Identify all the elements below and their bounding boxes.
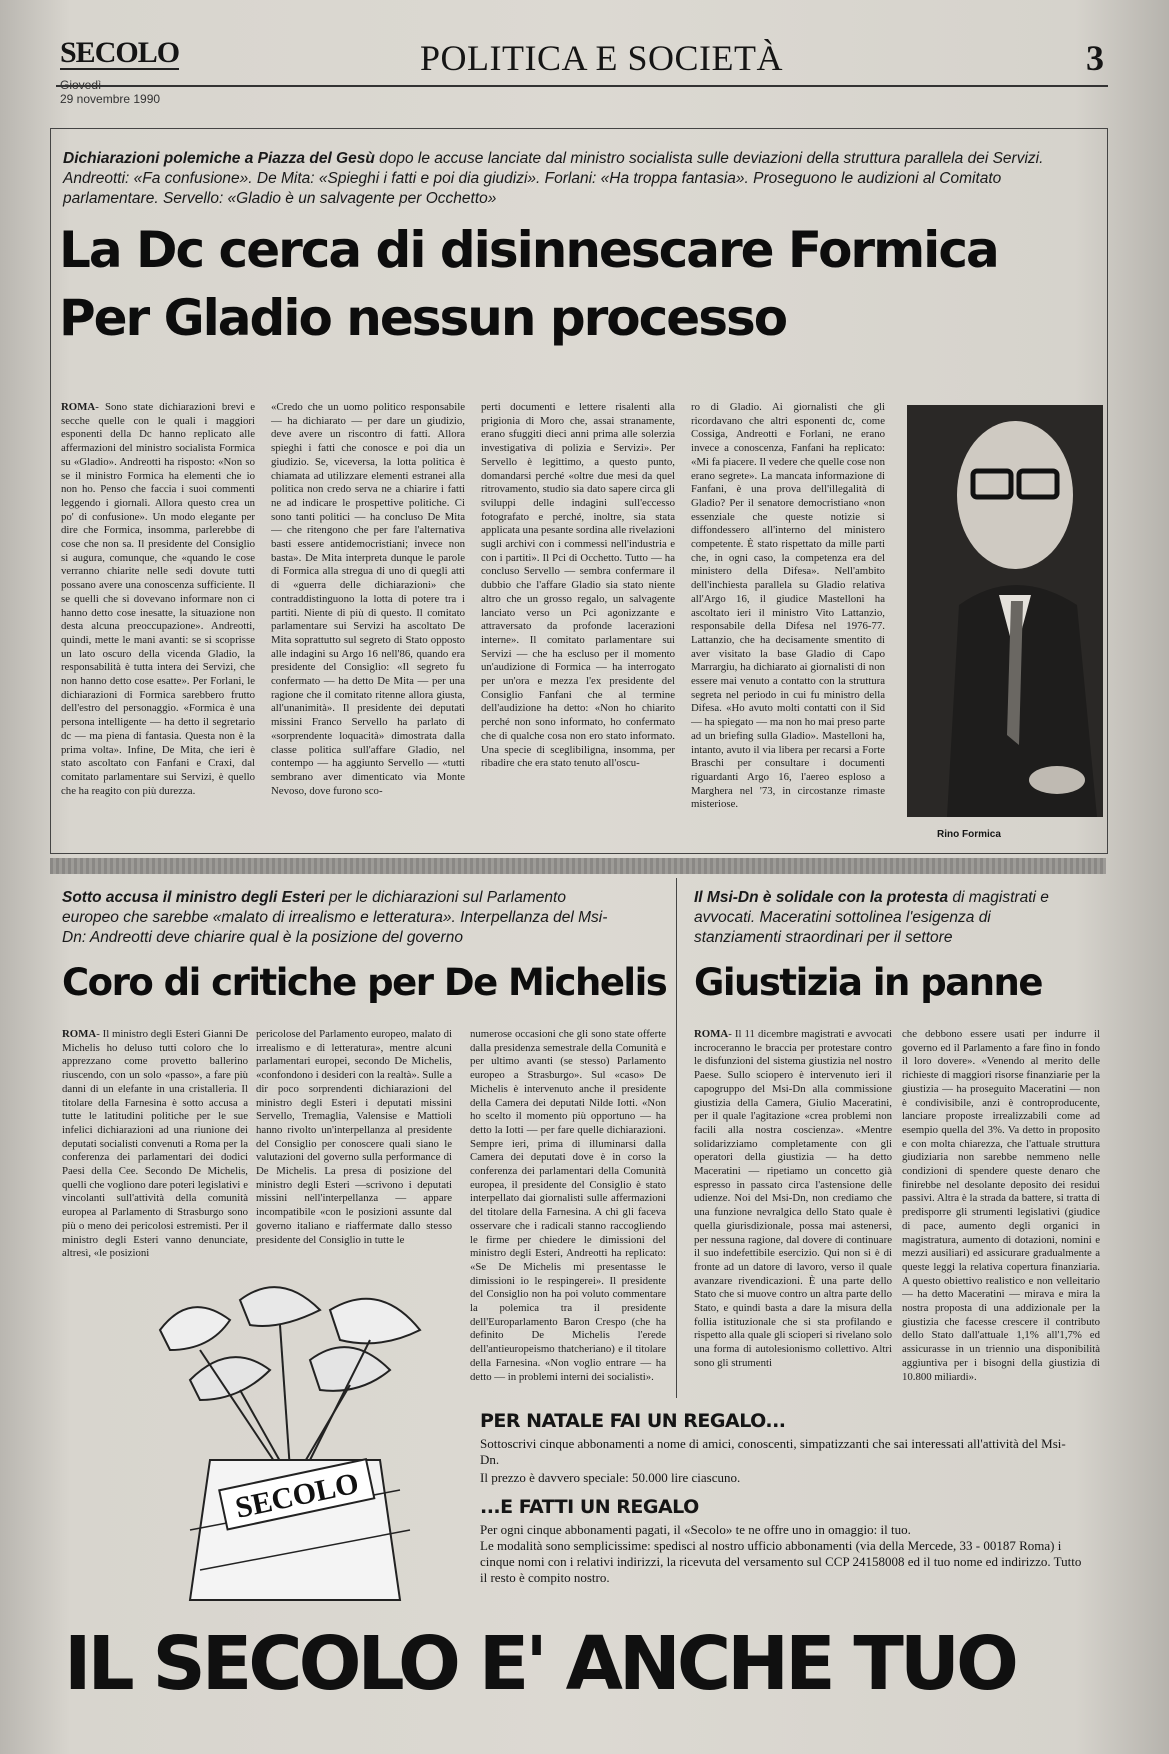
article-giustizia-headline: Giustizia in panne (694, 961, 1042, 1004)
article-de-michelis-col-1-text: - Il ministro degli Esteri Gianni De Michelis ho deluso tutti coloro che lo apprezzano come provetto ballerino riuscendo, con un solo «passo», a fare più danni di un elefante in una cristalleria. Il titolare della Farnesina è sotto accusa a tutte le latitudini politiche per le sue infelici dichiarazioni ad una riunione dei deputati socialisti convenuti a Roma per la conferenza dei parlamentari dei dodici Paesi della Cee. Secondo De Michelis, quelli che vogliono dare poteri legislativi e vincolanti sull'attività della comunità europea al Parlamento di Strasburgo sono più o meno dei pericolosi estremisti. Per il ministro degli Esteri vanno denunciate, altresì, «le posizioni (62, 1028, 248, 1260)
article-formica-kicker-bold: Dichiarazioni polemiche a Piazza del Gesù (63, 150, 375, 167)
article-de-michelis-col-3-text: numerose occasioni che gli sono state offerte dalla presidenza semestrale della Comunità e per ultimo avanti (se stesso) Parlamento europeo a Strasburgo». Sul «caso» De Michelis è intervenuto anche il presidente della Camera dei deputati Nilde Iotti. «Non ho scelto il momento più opportuno — ha detto la Iotti — per fare quelle dichiarazioni. Sempre ieri, prima di illuminarsi dalla Camera dei deputati dove è in corso la conferenza dei parlamentari della Comunità europea, il presidente del Consiglio è stato interpellato dai giornalisti sulle affermazioni del titolare della Farnesina. A chi gli faceva osservare che i radicali stanno raccogliendo le firme per chiedere le dimissioni del ministro degli Esteri, Andreotti ha replicato: «Se De Michelis mi presentasse le dimissioni io le respingerei». Il presidente del Consiglio non ha poi voluto commentare la polemica tra il presidente dell'Europarlamento Baron Crespo (che ha definito De Michelis l'erede dell'antieuropeismo thatcheriano) e il titolare della Farnesina. «Non voglio entrare — ha detto — in problemi interni dei socialisti». (470, 1028, 666, 1383)
article-de-michelis-dateline: ROMA (62, 1028, 97, 1040)
article-de-michelis-kicker (62, 888, 622, 948)
article-giustizia-kicker (694, 888, 1074, 948)
promo-slogan: IL SECOLO E' ANCHE TUO (64, 1621, 1015, 1707)
article-formica-col-2 (271, 401, 465, 839)
promo-head-2: ...E FATTI UN REGALO (480, 1496, 699, 1518)
article-formica-headline-2: Per Gladio nessun processo (59, 289, 787, 347)
article-formica-col-3 (481, 401, 675, 839)
formica-photo (907, 405, 1103, 817)
promo-text-2: Il prezzo è davvero speciale: 50.000 lire ciascuno. (480, 1470, 741, 1485)
article-formica (50, 128, 1108, 854)
masthead-day: Giovedì (60, 78, 102, 92)
page-number: 3 (1086, 38, 1104, 78)
article-formica-col-3-text: perti documenti e lettere risalenti alla prigionia di Moro che, assai stranamente, erano sfuggiti dieci anni prima alle solerzia investigativa di polizia e Servizi». Per Servello è legittimo, a questo punto, domandarsi perché «oltre due mesi da quel ritrovamento, studio sia dato sapere circa gli sviluppi delle indagini sull'eccesso fotografato e perché, inoltre, sia stata applicata una pesante sordina alle rivelazioni sugli archivi con i commessi nell'industria e con i partiti». Il Pci di Occhetto. Tutto — ha concluso Servello — sembra confermare il dubbio che l'affare Gladio sia stato niente altro che un grosso regalo, un salvagente lanciato verso un Pci agonizzante e attraversato da profonde lacerazioni interne». Il comitato parlamentare sui Servizi — che ha escluso per il momento un'audizione di Formica — ha interrogato per un'ora e mezza l'ex presidente del Consiglio Fanfani che al termine dell'audizione ha detto: «Non ho chiarito perché non sono informato, ho confermato che di qualche cosa non ero stato informato. Una specie di sceglibiligna, insomma, per ribadire che era stato tenuto all'oscu- (481, 401, 675, 770)
promo-text-1: Sottoscrivi cinque abbonamenti a nome di amici, conoscenti, simpatizzanti che sai interessati all'attività del Msi-Dn. (480, 1436, 1066, 1467)
article-giustizia-dateline: ROMA (694, 1028, 729, 1040)
newspaper-bouquet-drawing (130, 1270, 460, 1610)
article-formica-col-2-text: «Credo che un uomo politico responsabile — ha dichiarato — per dare un giudizio, deve avere un riscontro di fatti. Allora spieghi i fatti che conosce e poi dia un giudizio. Se, viceversa, la lotta politica è chiamata ad utilizzare elementi estranei alla politica non credo serva ne a chiarire i fatti ne ad indicare le prospettive politiche. Ci sono tanti politici — ha concluso De Mita — che ritengono che per fare l'alternativa basti essere antidemocristiani; invece non basta». De Mita interpreta dunque le parole di Formica alla stregua di uno di quegli atti di «guerra delle dichiarazioni» che contraddistinguono la lotta di potere tra i partiti. Niente di più di questo. Il comitato parlamentare sui Servizi ha ascoltato De Mita soprattutto sul segreto di Stato opposto alle indagini su Argo 16 nell'86, quando era presidente del Consiglio: «Il segreto fu confermato — ha detto De Mita — per una ragione che il comitato ritenne allora giusta, all'unanimità». Il presidente dei deputati missini Franco Servello ha parlato di «sorprendente loquacità» dimostrata dalla classe politica sull'affare Gladio, nel contempo — ha aggiunto Servello — «tutti sembrano aver dimenticato via Monte Nevoso, dove furono sco- (271, 401, 465, 797)
article-de-michelis-col-3 (470, 1028, 666, 1458)
article-formica-kicker (63, 149, 1063, 209)
article-giustizia-kicker-bold: Il Msi-Dn è solidale con la protesta (694, 889, 949, 906)
promo-illustration (130, 1270, 460, 1610)
article-giustizia-col-2 (902, 1028, 1100, 1458)
article-giustizia-col-1-text: - Il 11 dicembre magistrati e avvocati incroceranno le braccia per protestare contro le disfunzioni del sistema giustizia nel nostro Paese. Sullo sciopero è intervenuto ieri il capogruppo del Msi-Dn alla commissione giustizia della Camera, Giulio Maceratini, per il quale l'agitazione «crea problemi non facili alla nostra coscienza». «Mentre solidarizziamo completamente con gli operatori della giustizia — ha detto Maceratini — ripetiamo un concetto già espresso in passato circa l'astensione delle udienze. Noi del Msi-Dn, non crediamo che una funzione nevralgica dello Stato quale è quella giurisdizionale, possa mai astenersi, per nessuna ragione, dal dovere di continuare il suo indefettibile esercizio. Qui non si è di fronte ad un datore di lavoro, verso il quale avanzare rivendicazioni. È una parte dello Stato che si muove contro un altra parte dello Stato, e quindi basta a dare la misura della follia istituzionale che si sta profilando e rispetto alla quale gli scioperi si rivelano solo una forma di autolesionismo collettivo. Altri sono gli strumenti (694, 1028, 892, 1369)
article-formica-headline-1: La Dc cerca di disinnescare Formica (59, 221, 998, 279)
promo-text-3: Per ogni cinque abbonamenti pagati, il «Secolo» te ne offre uno in omaggio: il tuo. (480, 1522, 911, 1537)
article-formica-col-4-text: ro di Gladio. Ai giornalisti che gli ricordavano che altri esponenti dc, come Cossiga, Andreotti e Forlani, ne erano invece a conoscenza, Fanfani ha replicato: «Mi fa piacere. Il vedere che quelle cose non erano segrete». La mancata informazione di Fanfani, è una prova dell'illegalità di Gladio? Per il senatore democristiano «non essenziale che queste notizie si diffondessero all'interno del ministero competente. È stato rispettato da mille parti che, in ogni caso, la competenza era del ministero della Difesa». Nell'ambito dell'inchiesta parallela su Gladio relativa all'Argo 16, il giudice Mastelloni ha ascoltato ieri il ministro Vito Lattanzio, responsabile della Difesa nel 1976-77. Lattanzio, che ha decisamente smentito di aver visitato la base Gladio di Capo Marrargiu, ha dichiarato ai giornalisti di non essere mai venuto a contatto con la struttura segreta nel periodo in cui fu ministro della Difesa. «Ho avuto molti contatti con il Sid — ha spiegato — ma non ho mai preso parte ad un briefing sulla Gladio». Mastelloni ha, intanto, avuto il via libera per recarsi a Forte Braschi per consultare i documenti riguardanti Argo 16, l'aereo esploso a Marghera nel '73, in circostanze rimaste misteriose. (691, 401, 885, 811)
article-giustizia (686, 878, 1106, 1398)
promo-text-4: Le modalità sono semplicissime: spedisci al nostro ufficio abbonamenti (via della Mercede, 33 - 00187 Roma) i cinque nomi con i relativi indirizzi, la ricevuta del versamento sul CCP 24158008 ed il tuo nome ed indirizzo. Tutto il resto è compito nostro. (480, 1538, 1082, 1585)
article-giustizia-kicker-rest: di magistrati e avvocati. Maceratini sottolinea l'esigenza di stanziamenti straordinari per il settore (694, 889, 1049, 946)
article-giustizia-col-1 (694, 1028, 892, 1458)
article-formica-kicker-rest: dopo le accuse lanciate dal ministro socialista sulle deviazioni della struttura parallela dei Servizi. Andreotti: «Fa confusione». De Mita: «Spieghi i fatti e poi dia giudizi». Forlani: «Ha troppa fantasia». Proseguono le audizioni al Comitato parlamentare. Servello: «Gladio è un salvagente per Occhetto» (63, 150, 1044, 207)
masthead-full-date: 29 novembre 1990 (60, 92, 161, 106)
formica-photo-caption: Rino Formica (937, 829, 1001, 840)
article-de-michelis-kicker-bold: Sotto accusa il ministro degli Esteri (62, 889, 325, 906)
promo-newspaper-logo: SECOLO (232, 1466, 362, 1525)
promo-head-1: PER NATALE FAI UN REGALO... (480, 1410, 786, 1432)
article-giustizia-col-2-text: che debbono essere usati per indurre il governo ed il Parlamento a fare fino in fondo il loro dovere». «Venendo al merito delle richieste di maggiori risorse finanziarie per la giustizia — ha proseguito Maceratini — non è condivisibile, anzi è controproducente, lanciare proposte irrealizzabili come ad esempio quella del 3%. Va detto in proposito e con molta chiarezza, che l'attuale struttura giudiziaria non sarebbe nemmeno nelle condizioni di spendere queste denaro che finirebbe nel desolante deposito dei residui passivi. Altra è la strada da battere, si tratta di predisporre gli strumenti legislativi (giudice di pace, aumento degli organici in magistratura, aumento di dotazioni, nomini e mezzi ausiliari) ed assicurare gradualmente a queste leggi la relativa copertura finanziaria. A questo obiettivo realistico e non velleitario — ha detto Maceratini — mirava e mira la nostra proposta di una addizionale per la giustizia che facesse crescere il contributo dello Stato dall'attuale 1,1% all'1,7% ed assicurasse in un triennio una disponibilità aggiuntiva per i bisogni della giustizia di 10.800 miliardi». (902, 1028, 1100, 1383)
article-formica-col-1 (61, 401, 255, 839)
article-de-michelis-col-2-text: pericolose del Parlamento europeo, malato di irrealismo e di letteratura», mentre alcuni parlamentari europei, secondo De Michelis, «confondono i desideri con la realtà». Sulle a dir poco sorprendenti dichiarazioni del ministro degli Esteri i deputati missini Servello, Tremaglia, Valensise e Mattioli hanno rivolto un'interpellanza al presidente del Consiglio per conoscere quali siano le valutazioni del governo sulla performance di De Michelis. La presa di posizione del ministro degli Esteri —scrivono i deputati missini nell'interpellanza — appare incompatibile «con le posizioni assunte dal governo italiano e riaffermate dallo stesso presidente del Consiglio in tutte le (256, 1028, 452, 1246)
masthead-logo: SECOLO (60, 36, 180, 69)
section-title: POLITICA E SOCIETÀ (420, 38, 783, 78)
article-formica-col-1-text: - Sono state dichiarazioni brevi e secche quelle con le quali i maggiori esponenti della Dc hanno replicato alle affermazioni del ministro socialista Formica su «Gladio». Andreotti ha risposto: «Non so se il ministro Formica ha elementi che io non ho. Penso che faccia i suoi commenti leggendo i giornali. Allora questo crea un po' di confusione». Un modo elegante per dire che Formica, insomma, parlerebbe di cose che non sa. Il presidente del Consiglio si augura, comunque, che «quando le cose verranno chiarite nelle sedi dovute tutti possano avere una conoscenza sufficiente. Il se quelli che si dovevano informare non ci hanno detto cose inesatte, la situazione non desta alcuna preoccupazione». Andreotti, quindi, mette le mani avanti: se si scoprisse un lato oscuro della vicenda Gladio, la responsabilità è tutta intera dei Servizi, che non hanno detto cose esatte». Per Forlani, le dichiarazioni di Formica sarebbero frutto dell'estro del personaggio. «Formica è una persona intelligente — ha detto il segretario dc — ma piena di fantasia. Questa non è la prima volta». Infine, De Mita, che ieri è stato ascoltato con Fanfani e Craxi, dal comitato parlamentare sui Servizi, è quello che ha reagito con più durezza. (61, 401, 255, 797)
masthead-date (60, 78, 160, 106)
section-divider-bar (50, 858, 1106, 874)
article-de-michelis-kicker-rest: per le dichiarazioni sul Parlamento europeo che sarebbe «malato di irrealismo e letteratura». Interpellanza del Msi-Dn: Andreotti deve chiarire qual è la posizione del governo (62, 889, 608, 946)
article-formica-col-4 (691, 401, 885, 839)
promo-box (470, 1404, 1106, 1624)
portrait-illustration (907, 405, 1103, 817)
article-de-michelis-headline: Coro di critiche per De Michelis (62, 961, 667, 1004)
article-formica-dateline: ROMA (61, 401, 96, 413)
masthead-rule (56, 85, 1108, 87)
